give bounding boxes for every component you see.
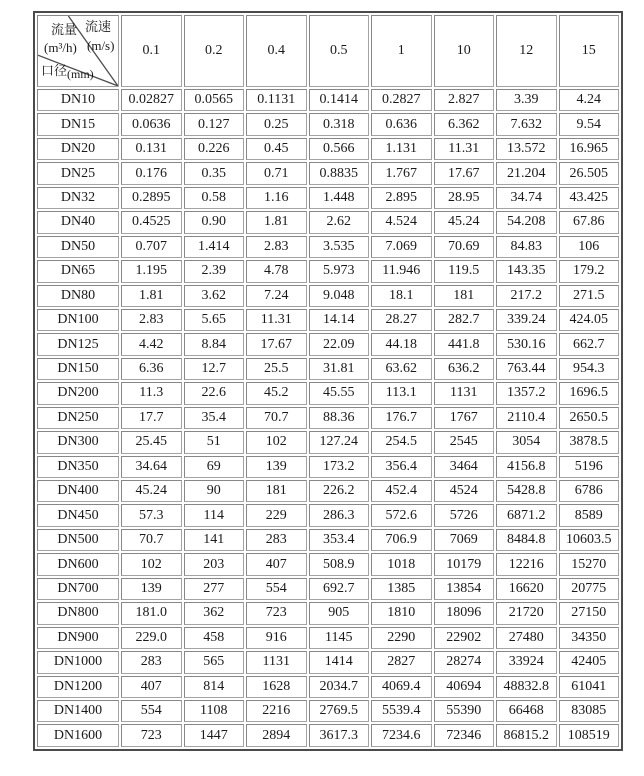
row-header-dn: DN250 (37, 407, 119, 429)
flow-rate-table (33, 11, 623, 751)
value-cell: 181 (434, 285, 495, 307)
value-cell: 143.35 (496, 260, 557, 282)
table-row (37, 651, 619, 673)
value-cell: 283 (121, 651, 182, 673)
value-cell: 362 (184, 602, 245, 624)
table-row (37, 285, 619, 307)
row-header-dn: DN150 (37, 358, 119, 380)
value-cell: 119.5 (434, 260, 495, 282)
value-cell: 7234.6 (371, 724, 432, 747)
row-header-dn: DN450 (37, 504, 119, 526)
value-cell: 0.8835 (309, 162, 370, 184)
value-cell: 13.572 (496, 138, 557, 160)
value-cell: 286.3 (309, 504, 370, 526)
value-cell: 2.62 (309, 211, 370, 233)
value-cell: 3.39 (496, 89, 557, 111)
value-cell: 67.86 (559, 211, 620, 233)
value-cell: 0.2895 (121, 187, 182, 209)
row-header-dn: DN1600 (37, 724, 119, 747)
value-cell: 7.24 (246, 285, 307, 307)
value-cell: 554 (121, 700, 182, 722)
value-cell: 0.1131 (246, 89, 307, 111)
value-cell: 69 (184, 456, 245, 478)
value-cell: 226.2 (309, 480, 370, 502)
table-row (37, 700, 619, 722)
table-row (37, 187, 619, 209)
value-cell: 1628 (246, 676, 307, 698)
table-row (37, 529, 619, 551)
row-header-dn: DN32 (37, 187, 119, 209)
value-cell: 1018 (371, 553, 432, 575)
value-cell: 356.4 (371, 456, 432, 478)
flow-label: 流量 (51, 22, 78, 37)
value-cell: 0.25 (246, 113, 307, 135)
velocity-column-header: 15 (559, 15, 620, 87)
value-cell: 905 (309, 602, 370, 624)
flow-unit-label: (m³/h) (44, 40, 77, 55)
value-cell: 70.69 (434, 236, 495, 258)
value-cell: 6.362 (434, 113, 495, 135)
value-cell: 2216 (246, 700, 307, 722)
value-cell: 0.318 (309, 113, 370, 135)
table-row (37, 211, 619, 233)
value-cell: 916 (246, 627, 307, 649)
value-cell: 88.36 (309, 407, 370, 429)
value-cell: 7069 (434, 529, 495, 551)
value-cell: 4.24 (559, 89, 620, 111)
value-cell: 6871.2 (496, 504, 557, 526)
value-cell: 2827 (371, 651, 432, 673)
value-cell: 9.54 (559, 113, 620, 135)
value-cell: 45.24 (434, 211, 495, 233)
value-cell: 34350 (559, 627, 620, 649)
value-cell: 139 (246, 456, 307, 478)
table-row (37, 578, 619, 600)
value-cell: 22902 (434, 627, 495, 649)
value-cell: 40694 (434, 676, 495, 698)
value-cell: 229 (246, 504, 307, 526)
value-cell: 2290 (371, 627, 432, 649)
value-cell: 0.71 (246, 162, 307, 184)
value-cell: 662.7 (559, 333, 620, 355)
value-cell: 692.7 (309, 578, 370, 600)
value-cell: 3.535 (309, 236, 370, 258)
value-cell: 0.0636 (121, 113, 182, 135)
table-row (37, 89, 619, 111)
value-cell: 1.16 (246, 187, 307, 209)
value-cell: 2769.5 (309, 700, 370, 722)
value-cell: 12216 (496, 553, 557, 575)
value-cell: 3617.3 (309, 724, 370, 747)
diameter-label (41, 63, 94, 81)
value-cell: 0.0565 (184, 89, 245, 111)
value-cell: 44.18 (371, 333, 432, 355)
value-cell: 57.3 (121, 504, 182, 526)
value-cell: 3464 (434, 456, 495, 478)
value-cell: 18096 (434, 602, 495, 624)
table-row (37, 431, 619, 453)
diameter-unit-label: (mm) (67, 67, 94, 81)
row-header-dn: DN400 (37, 480, 119, 502)
table-row (37, 113, 619, 135)
row-header-dn: DN40 (37, 211, 119, 233)
value-cell: 2545 (434, 431, 495, 453)
value-cell: 723 (246, 602, 307, 624)
value-cell: 21.204 (496, 162, 557, 184)
value-cell: 43.425 (559, 187, 620, 209)
row-header-dn: DN125 (37, 333, 119, 355)
value-cell: 139 (121, 578, 182, 600)
value-cell: 6786 (559, 480, 620, 502)
table-row (37, 602, 619, 624)
velocity-column-header: 0.2 (184, 15, 245, 87)
value-cell: 1.81 (246, 211, 307, 233)
value-cell: 1.131 (371, 138, 432, 160)
value-cell: 0.566 (309, 138, 370, 160)
velocity-column-header: 12 (496, 15, 557, 87)
value-cell: 70.7 (121, 529, 182, 551)
value-cell: 3.62 (184, 285, 245, 307)
velocity-column-header: 0.1 (121, 15, 182, 87)
value-cell: 723 (121, 724, 182, 747)
value-cell: 1.448 (309, 187, 370, 209)
value-cell: 14.14 (309, 309, 370, 331)
value-cell: 9.048 (309, 285, 370, 307)
value-cell: 1385 (371, 578, 432, 600)
value-cell: 45.55 (309, 382, 370, 404)
value-cell: 1767 (434, 407, 495, 429)
row-header-dn: DN1200 (37, 676, 119, 698)
value-cell: 814 (184, 676, 245, 698)
value-cell: 35.4 (184, 407, 245, 429)
value-cell: 0.02827 (121, 89, 182, 111)
table-row (37, 553, 619, 575)
value-cell: 18.1 (371, 285, 432, 307)
value-cell: 407 (246, 553, 307, 575)
value-cell: 33924 (496, 651, 557, 673)
value-cell: 763.44 (496, 358, 557, 380)
row-header-dn: DN200 (37, 382, 119, 404)
table-row (37, 309, 619, 331)
value-cell: 173.2 (309, 456, 370, 478)
value-cell: 83085 (559, 700, 620, 722)
value-cell: 113.1 (371, 382, 432, 404)
row-header-dn: DN25 (37, 162, 119, 184)
value-cell: 706.9 (371, 529, 432, 551)
value-cell: 25.45 (121, 431, 182, 453)
value-cell: 441.8 (434, 333, 495, 355)
value-cell: 2.83 (246, 236, 307, 258)
value-cell: 2034.7 (309, 676, 370, 698)
value-cell: 22.09 (309, 333, 370, 355)
row-header-dn: DN300 (37, 431, 119, 453)
value-cell: 12.7 (184, 358, 245, 380)
value-cell: 1108 (184, 700, 245, 722)
value-cell: 2.83 (121, 309, 182, 331)
value-cell: 0.1414 (309, 89, 370, 111)
value-cell: 102 (246, 431, 307, 453)
value-cell: 353.4 (309, 529, 370, 551)
row-header-dn: DN700 (37, 578, 119, 600)
value-cell: 1414 (309, 651, 370, 673)
table-row (37, 480, 619, 502)
value-cell: 51 (184, 431, 245, 453)
value-cell: 0.35 (184, 162, 245, 184)
value-cell: 176.7 (371, 407, 432, 429)
value-cell: 179.2 (559, 260, 620, 282)
value-cell: 1131 (434, 382, 495, 404)
table-row (37, 162, 619, 184)
value-cell: 277 (184, 578, 245, 600)
value-cell: 2110.4 (496, 407, 557, 429)
row-header-dn: DN350 (37, 456, 119, 478)
value-cell: 4.524 (371, 211, 432, 233)
value-cell: 572.6 (371, 504, 432, 526)
value-cell: 424.05 (559, 309, 620, 331)
value-cell: 0.127 (184, 113, 245, 135)
value-cell: 1.414 (184, 236, 245, 258)
value-cell: 16.965 (559, 138, 620, 160)
value-cell: 5196 (559, 456, 620, 478)
table-row (37, 260, 619, 282)
row-header-dn: DN65 (37, 260, 119, 282)
table-row (37, 456, 619, 478)
velocity-column-header: 0.5 (309, 15, 370, 87)
value-cell: 6.36 (121, 358, 182, 380)
value-cell: 554 (246, 578, 307, 600)
value-cell: 0.58 (184, 187, 245, 209)
value-cell: 181.0 (121, 602, 182, 624)
value-cell: 42405 (559, 651, 620, 673)
value-cell: 0.90 (184, 211, 245, 233)
value-cell: 1447 (184, 724, 245, 747)
value-cell: 15270 (559, 553, 620, 575)
value-cell: 4.78 (246, 260, 307, 282)
value-cell: 7.069 (371, 236, 432, 258)
value-cell: 0.131 (121, 138, 182, 160)
value-cell: 55390 (434, 700, 495, 722)
value-cell: 26.505 (559, 162, 620, 184)
value-cell: 70.7 (246, 407, 307, 429)
value-cell: 141 (184, 529, 245, 551)
value-cell: 508.9 (309, 553, 370, 575)
row-header-dn: DN100 (37, 309, 119, 331)
table-row (37, 407, 619, 429)
value-cell: 2.895 (371, 187, 432, 209)
value-cell: 34.64 (121, 456, 182, 478)
table-row (37, 676, 619, 698)
value-cell: 954.3 (559, 358, 620, 380)
value-cell: 5539.4 (371, 700, 432, 722)
value-cell: 16620 (496, 578, 557, 600)
row-header-dn: DN50 (37, 236, 119, 258)
value-cell: 1145 (309, 627, 370, 649)
value-cell: 452.4 (371, 480, 432, 502)
value-cell: 20775 (559, 578, 620, 600)
velocity-label: 流速 (85, 19, 112, 34)
value-cell: 13854 (434, 578, 495, 600)
value-cell: 283 (246, 529, 307, 551)
value-cell: 203 (184, 553, 245, 575)
value-cell: 565 (184, 651, 245, 673)
value-cell: 11.946 (371, 260, 432, 282)
value-cell: 11.3 (121, 382, 182, 404)
value-cell: 0.4525 (121, 211, 182, 233)
value-cell: 282.7 (434, 309, 495, 331)
row-header-dn: DN20 (37, 138, 119, 160)
value-cell: 1.195 (121, 260, 182, 282)
value-cell: 84.83 (496, 236, 557, 258)
row-header-dn: DN10 (37, 89, 119, 111)
value-cell: 5.973 (309, 260, 370, 282)
table-row (37, 382, 619, 404)
value-cell: 3054 (496, 431, 557, 453)
value-cell: 217.2 (496, 285, 557, 307)
row-header-dn: DN600 (37, 553, 119, 575)
value-cell: 0.2827 (371, 89, 432, 111)
value-cell: 45.24 (121, 480, 182, 502)
value-cell: 4156.8 (496, 456, 557, 478)
value-cell: 2.39 (184, 260, 245, 282)
value-cell: 45.2 (246, 382, 307, 404)
row-header-dn: DN900 (37, 627, 119, 649)
table-row (37, 138, 619, 160)
value-cell: 86815.2 (496, 724, 557, 747)
value-cell: 181 (246, 480, 307, 502)
velocity-column-header: 1 (371, 15, 432, 87)
value-cell: 339.24 (496, 309, 557, 331)
value-cell: 229.0 (121, 627, 182, 649)
table-row (37, 724, 619, 747)
value-cell: 27480 (496, 627, 557, 649)
value-cell: 34.74 (496, 187, 557, 209)
value-cell: 5726 (434, 504, 495, 526)
value-cell: 1.81 (121, 285, 182, 307)
corner-header-cell (37, 15, 119, 87)
value-cell: 8484.8 (496, 529, 557, 551)
value-cell: 3878.5 (559, 431, 620, 453)
value-cell: 0.636 (371, 113, 432, 135)
diameter-label-text: 口径 (41, 63, 68, 78)
value-cell: 0.176 (121, 162, 182, 184)
table-row (37, 236, 619, 258)
value-cell: 5428.8 (496, 480, 557, 502)
velocity-unit-label: (m/s) (87, 38, 115, 53)
value-cell: 8.84 (184, 333, 245, 355)
value-cell: 21720 (496, 602, 557, 624)
value-cell: 1131 (246, 651, 307, 673)
row-header-dn: DN1000 (37, 651, 119, 673)
value-cell: 4524 (434, 480, 495, 502)
value-cell: 10179 (434, 553, 495, 575)
value-cell: 17.7 (121, 407, 182, 429)
value-cell: 10603.5 (559, 529, 620, 551)
value-cell: 254.5 (371, 431, 432, 453)
value-cell: 90 (184, 480, 245, 502)
value-cell: 0.226 (184, 138, 245, 160)
value-cell: 2650.5 (559, 407, 620, 429)
value-cell: 407 (121, 676, 182, 698)
table-row (37, 504, 619, 526)
value-cell: 106 (559, 236, 620, 258)
row-header-dn: DN800 (37, 602, 119, 624)
value-cell: 66468 (496, 700, 557, 722)
row-header-dn: DN500 (37, 529, 119, 551)
value-cell: 1696.5 (559, 382, 620, 404)
value-cell: 271.5 (559, 285, 620, 307)
value-cell: 530.16 (496, 333, 557, 355)
value-cell: 25.5 (246, 358, 307, 380)
value-cell: 48832.8 (496, 676, 557, 698)
value-cell: 2.827 (434, 89, 495, 111)
value-cell: 27150 (559, 602, 620, 624)
value-cell: 102 (121, 553, 182, 575)
value-cell: 31.81 (309, 358, 370, 380)
velocity-column-header: 10 (434, 15, 495, 87)
value-cell: 636.2 (434, 358, 495, 380)
value-cell: 28.27 (371, 309, 432, 331)
table-body (37, 89, 619, 747)
value-cell: 1357.2 (496, 382, 557, 404)
table-row (37, 358, 619, 380)
value-cell: 108519 (559, 724, 620, 747)
value-cell: 4.42 (121, 333, 182, 355)
value-cell: 11.31 (434, 138, 495, 160)
value-cell: 127.24 (309, 431, 370, 453)
row-header-dn: DN1400 (37, 700, 119, 722)
value-cell: 22.6 (184, 382, 245, 404)
value-cell: 61041 (559, 676, 620, 698)
value-cell: 114 (184, 504, 245, 526)
table-row (37, 333, 619, 355)
value-cell: 458 (184, 627, 245, 649)
value-cell: 2894 (246, 724, 307, 747)
value-cell: 8589 (559, 504, 620, 526)
value-cell: 63.62 (371, 358, 432, 380)
row-header-dn: DN80 (37, 285, 119, 307)
value-cell: 72346 (434, 724, 495, 747)
velocity-column-header: 0.4 (246, 15, 307, 87)
header-row (37, 15, 619, 87)
value-cell: 17.67 (246, 333, 307, 355)
value-cell: 11.31 (246, 309, 307, 331)
value-cell: 0.45 (246, 138, 307, 160)
value-cell: 28.95 (434, 187, 495, 209)
value-cell: 4069.4 (371, 676, 432, 698)
value-cell: 0.707 (121, 236, 182, 258)
value-cell: 7.632 (496, 113, 557, 135)
value-cell: 28274 (434, 651, 495, 673)
value-cell: 17.67 (434, 162, 495, 184)
table-row (37, 627, 619, 649)
value-cell: 54.208 (496, 211, 557, 233)
value-cell: 5.65 (184, 309, 245, 331)
value-cell: 1.767 (371, 162, 432, 184)
value-cell: 1810 (371, 602, 432, 624)
row-header-dn: DN15 (37, 113, 119, 135)
